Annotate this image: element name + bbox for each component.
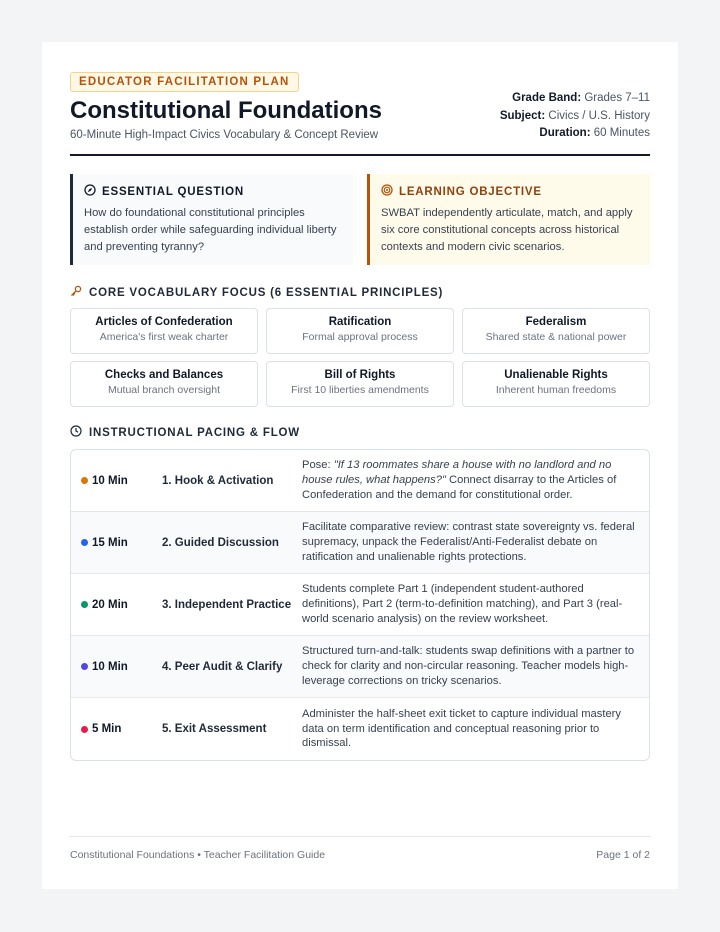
phase-description: Students complete Part 1 (independent student-authored definitions), Part 2 (term-to-definition matching), and Part 3 (real-world scenario analysis) on the review worksheet. — [302, 583, 623, 625]
vocab-card — [70, 361, 258, 407]
vocab-card — [70, 308, 258, 354]
meta-subject: Subject: Civics / U.S. History — [499, 109, 650, 122]
phase-name: 4. Peer Audit & Clarify — [162, 660, 283, 673]
footer-page-number: Page 1 of 2 — [596, 849, 650, 861]
phase-description: Pose: "If 13 roommates share a house with no landlord and no house rules, what happens?" Connect disarray to the Articles of Confederation and the demand for constitutional order. — [302, 459, 617, 501]
vocab-card — [462, 361, 650, 407]
target-icon — [381, 184, 393, 199]
learning-objective-callout — [367, 174, 650, 265]
phase-time: 15 Min — [92, 536, 128, 549]
vocab-term: Ratification — [328, 316, 392, 328]
vocab-card — [462, 308, 650, 354]
table-row — [71, 698, 649, 760]
phase-time: 10 Min — [92, 474, 128, 487]
vocab-definition: America's first weak charter — [99, 331, 229, 343]
table-row — [71, 512, 649, 574]
phase-dot — [81, 477, 88, 484]
vocab-term: Federalism — [525, 316, 587, 328]
meta-duration: Duration: 60 Minutes — [539, 127, 650, 139]
pacing-table — [70, 449, 650, 761]
vocab-term: Bill of Rights — [324, 369, 396, 381]
phase-description: Facilitate comparative review: contrast state sovereignty vs. federal supremacy, unpack the Federalist/Anti-Federalist debate on ratification and unalienable rights protections. — [302, 521, 635, 563]
phase-dot — [81, 726, 88, 733]
phase-name: 2. Guided Discussion — [162, 536, 279, 549]
vocab-definition: Formal approval process — [302, 331, 418, 343]
clock-icon — [70, 425, 82, 440]
plan-badge: EDUCATOR FACILITATION PLAN — [70, 72, 299, 92]
vocab-section-heading: CORE VOCABULARY FOCUS (6 ESSENTIAL PRINCIPLES) — [70, 285, 650, 300]
page-footer — [70, 836, 650, 861]
vocab-term: Unalienable Rights — [504, 369, 608, 381]
essential-question-text: How do foundational constitutional principles establish order while safeguarding individual liberty and preventing tyranny? — [84, 207, 337, 253]
phase-dot — [81, 601, 88, 608]
compass-icon — [84, 184, 96, 199]
table-row — [71, 636, 649, 698]
table-row — [71, 450, 649, 512]
vocab-definition: First 10 liberties amendments — [291, 384, 429, 396]
learning-objective-text: SWBAT independently articulate, match, and apply six core constitutional concepts across historical contexts and modern civic scenarios. — [381, 207, 633, 253]
phase-dot — [81, 539, 88, 546]
phase-name: 5. Exit Assessment — [162, 723, 267, 735]
learning-objective-heading: LEARNING OBJECTIVE — [399, 185, 542, 198]
vocab-definition: Mutual branch oversight — [107, 384, 221, 396]
essential-question-heading: ESSENTIAL QUESTION — [102, 185, 244, 198]
page-subtitle: 60-Minute High-Impact Civics Vocabulary & Concept Review — [70, 129, 379, 141]
vocab-card — [266, 308, 454, 354]
essential-question-callout — [70, 174, 353, 265]
vocab-definition: Inherent human freedoms — [495, 384, 617, 396]
phase-name: 3. Independent Practice — [162, 598, 292, 611]
vocab-grid — [70, 308, 650, 407]
phase-time: 20 Min — [92, 598, 128, 611]
phase-name: 1. Hook & Activation — [162, 474, 274, 487]
phase-description: Administer the half-sheet exit ticket to capture individual mastery data on term identification and conceptual reasoning prior to dismissal. — [302, 707, 621, 750]
flow-section-heading: INSTRUCTIONAL PACING & FLOW — [70, 425, 650, 440]
document-page — [42, 42, 678, 889]
phase-time: 10 Min — [92, 660, 128, 673]
phase-time: 5 Min — [92, 723, 122, 735]
footer-document-title: Constitutional Foundations • Teacher Facilitation Guide — [70, 849, 326, 861]
document-header — [70, 72, 650, 156]
meta-grade-band: Grade Band: Grades 7–11 — [512, 92, 650, 104]
lesson-meta — [500, 90, 650, 143]
vocab-term: Articles of Confederation — [95, 316, 233, 328]
key-icon — [70, 285, 82, 300]
callouts — [70, 174, 650, 265]
vocab-term: Checks and Balances — [104, 369, 224, 381]
vocab-definition: Shared state & national power — [485, 331, 627, 343]
phase-description: Structured turn-and-talk: students swap definitions with a partner to check for clarity and non-circular reasoning. Teacher models high-leverage corrections on tricky scenarios. — [302, 645, 635, 687]
vocab-card — [266, 361, 454, 407]
table-row — [71, 574, 649, 636]
page-title: Constitutional Foundations — [70, 97, 382, 124]
phase-dot — [81, 663, 88, 670]
